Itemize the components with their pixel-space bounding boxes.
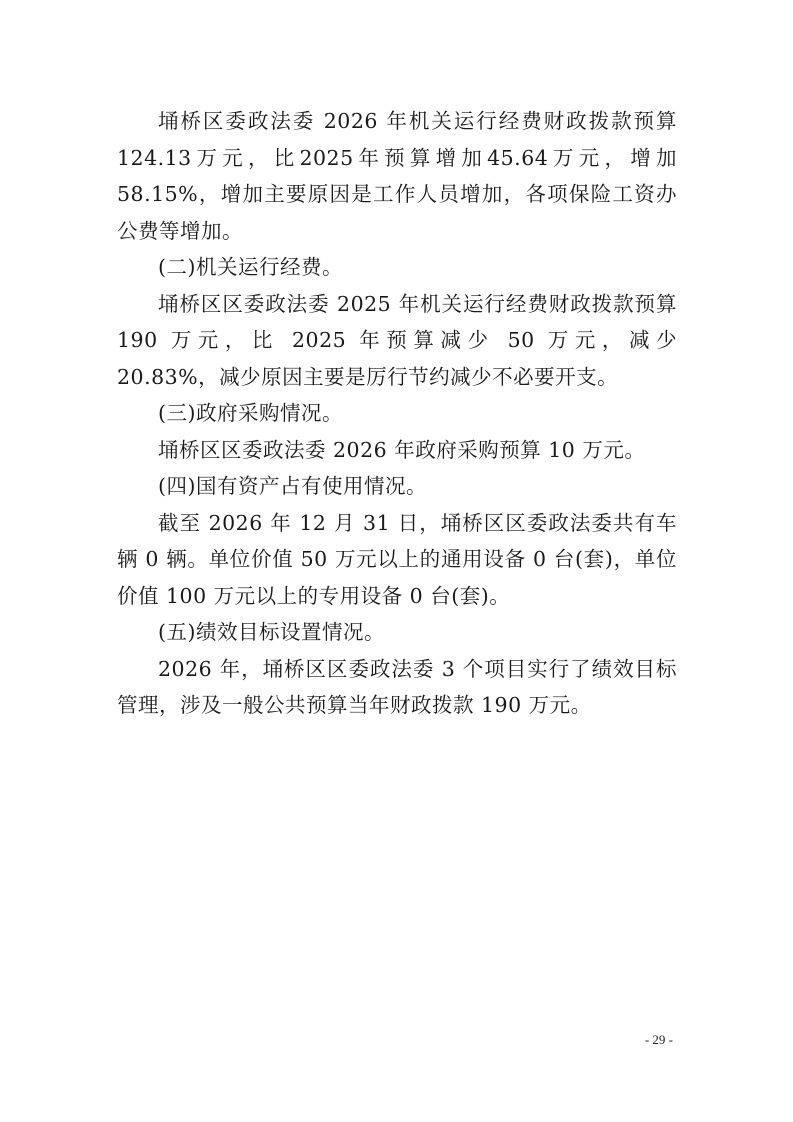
paragraph-operating-expenses: 埇桥区区委政法委 2025 年机关运行经费财政拨款预算 190 万元，比 2025 年预算减少 50 万元，减少 20.83%，减少原因主要是厉行节约减少不必要开支。 (117, 291, 677, 389)
section-heading-operating-expenses: (二)机关运行经费。 (158, 255, 343, 279)
section-heading-performance: (五)绩效目标设置情况。 (158, 620, 385, 644)
document-body (117, 103, 677, 724)
paragraph-performance: 2026 年，埇桥区区委政法委 3 个项目实行了绩效目标管理，涉及一般公共预算当年财政拨款 190 万元。 (117, 656, 677, 717)
paragraph-procurement: 埇桥区区委政法委 2026 年政府采购预算 10 万元。 (158, 437, 646, 462)
page-number: - 29 - (644, 1032, 673, 1047)
paragraph-budget-summary: 埇桥区委政法委 2026 年机关运行经费财政拨款预算 124.13万元，比2025年预算增加45.64万元，增加58.15%，增加主要原因是工作人员增加，各项保险工资办公费等增加。 (117, 109, 677, 243)
paragraph-assets: 截至 2026 年 12 月 31 日，埇桥区区委政法委共有车辆 0 辆。单位价值 50 万元以上的通用设备 0 台(套)，单位价值 100 万元以上的专用设备 0 台(套)。 (117, 510, 677, 608)
section-heading-assets: (四)国有资产占有使用情况。 (158, 474, 427, 498)
section-heading-procurement: (三)政府采购情况。 (158, 401, 343, 425)
